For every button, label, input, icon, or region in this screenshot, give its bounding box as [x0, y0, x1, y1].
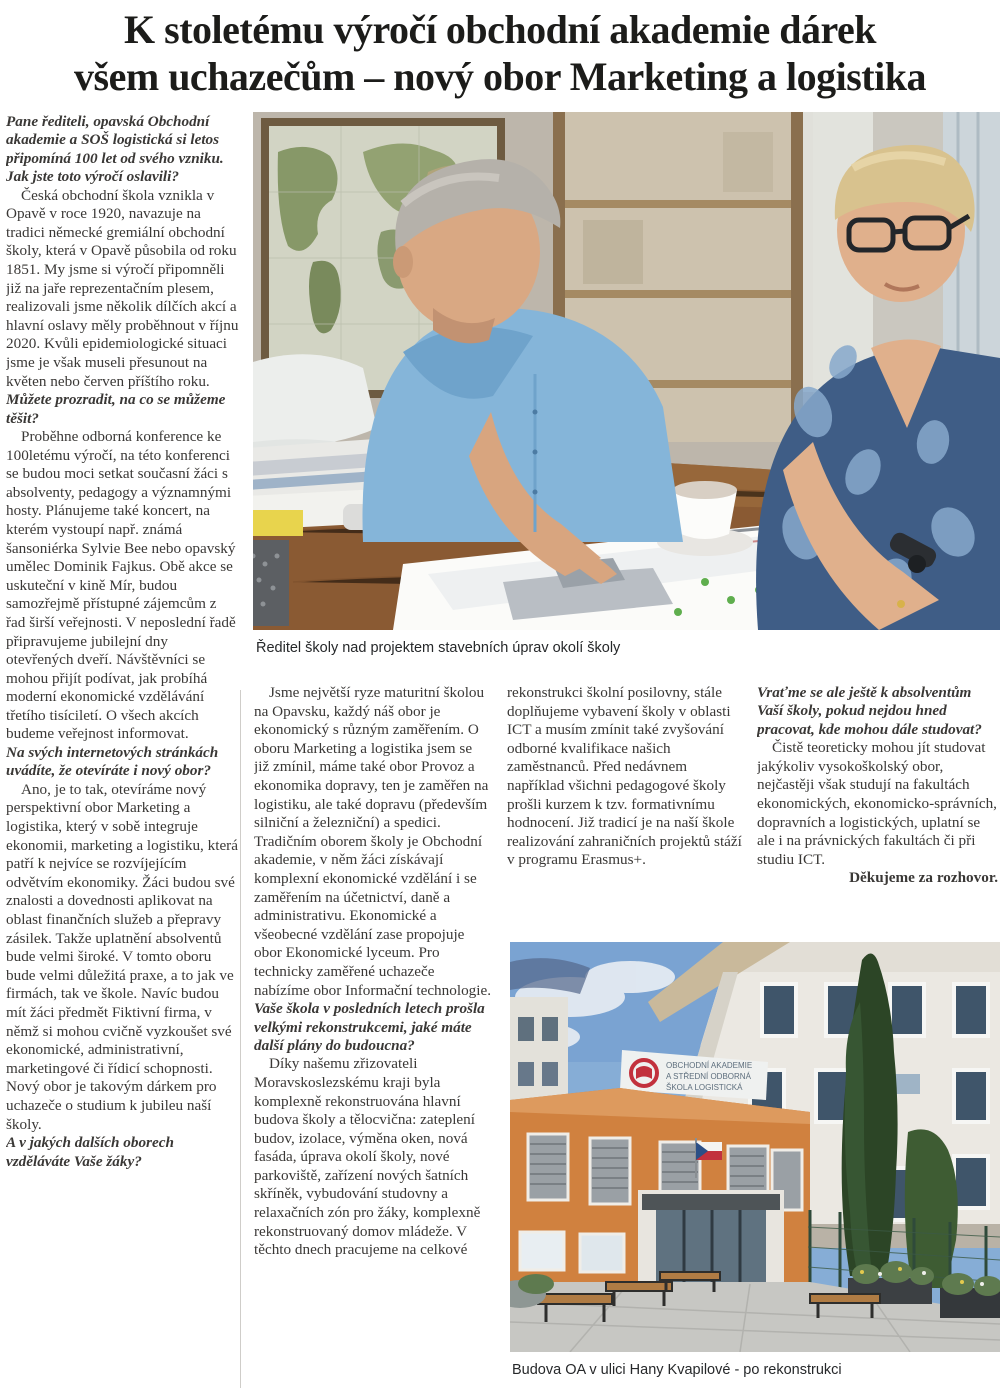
- column-divider: [240, 690, 241, 1388]
- answer-paragraph: Proběhne odborná konference ke 100letému výročí, na této konferenci se budou moci setkat současní žáci s absolventy, pedagogy a významnými hosty. Plánujeme také koncert, na kterém vystoupí např. známá šansoniérka Sylvie Bee nebo opavský umělec Dominik Fajkus. Obě akce se uskuteční v kině Mír, budou samozřejmě přístupné zájemcům z řad širší veřejnosti. V neposlední řadě připravujeme jubilejní dny otevřených dveří. Návštěvníci se mohou přijít podívat, jak probíhá moderní ekonomické vzdělávání třetího tisíciletí. O všech akcích budeme veřejnost informovat.: [6, 427, 236, 743]
- text-column-2: [254, 684, 491, 1393]
- building-photo-illustration: [510, 942, 1000, 1352]
- answer-paragraph: Čistě teoreticky mohou jít studovat jakýkoliv vysokoškolský obor, nejčastěji však studují na fakultách ekonomických, ekonomicko-správních, dopravních a logistických, uplatní se ale i na právnických fakultách či při studiu ICT.: [757, 739, 997, 868]
- sign-line-3: ŠKOLA LOGISTICKÁ: [666, 1083, 743, 1092]
- text-column-1: [6, 113, 239, 1393]
- question-paragraph: Vraťme se ale ještě k absolventům Vaší školy, pokud nejdou hned pracovat, kde mohou dále studovat?: [757, 684, 982, 738]
- article-headline: [0, 6, 1000, 100]
- answer-paragraph: Česká obchodní škola vznikla v Opavě v roce 1920, navazuje na tradici německé gremiální obchodní školy, která v Opavě působila od roku 1851. My jsme si výročí připomněli již na jaře reprezentačním plesem, realizovali jsme několik dílčích akcí a hlavní oslavy měly proběhnout v říjnu 2020. Kvůli epidemiologické situaci jsme je však museli přesunout na květen nebo červen příštího roku.: [6, 186, 239, 390]
- text-column-3: [507, 684, 744, 930]
- orange-wing: [510, 1088, 810, 1282]
- photo1-caption: Ředitel školy nad projektem stavebních úprav okolí školy: [256, 640, 621, 656]
- interview-photo: [253, 112, 1000, 630]
- answer-paragraph: Ano, je to tak, otevíráme nový perspektivní obor Marketing a logistika, který v sobě integruje ekonomii, marketing a logistiku, která patří k nejvíce se rozvíjejícím odvětvím ekonomiky. Žáci budou své znalosti a dovednosti aplikovat na oblast finančních služeb a přepravy zásilek. Takže uplatnění absolventů bude velmi široké. V tomto oboru bude velmi důležitá praxe, a to jak ve firmách, tak ve škole. Navíc budou mít žáci předmět Fiktivní firma, v němž si mohou cvičně vyzkoušet své ekonomické, administrativní, marketingové či řídicí schopnosti. Nový obor je takovým dárkem pro uchazeče o studium k jubileu naší školy.: [6, 780, 238, 1133]
- question-paragraph: A v jakých dalších oborech vzděláváte Vaše žáky?: [6, 1134, 174, 1170]
- sign-line-2: A STŘEDNÍ ODBORNÁ: [666, 1072, 751, 1081]
- headline-line-1: K stoletému výročí obchodní akademie dárek: [124, 7, 876, 52]
- question-paragraph: Pane řediteli, opavská Obchodní akademie a SOŠ logistická si letos připomíná 100 let od svého vzniku. Jak jste toto výročí oslavili?: [6, 113, 224, 186]
- question-paragraph: Vaše škola v posledních letech prošla velkými rekonstrukcemi, jaké máte další plány do budoucna?: [254, 1000, 485, 1054]
- photo2-caption: Budova OA v ulici Hany Kvapilové - po rekonstrukci: [512, 1362, 842, 1378]
- entrance: [638, 1190, 784, 1282]
- answer-paragraph: rekonstrukci školní posilovny, stále doplňujeme vybavení školy v oblasti ICT a musím zmínit také zvyšování odborné kvalifikace našich zaměstnanců. Před nedávnem například všichni pedagogové školy prošli kurzem k tzv. formativnímu hodnocení. Již tradicí je na naší škole realizování zahraničních projektů stáží v programu Erasmus+.: [507, 684, 742, 869]
- building-photo: [510, 942, 1000, 1352]
- closing-line: Děkujeme za rozhovor.: [849, 869, 998, 887]
- text-column-4: [757, 684, 998, 930]
- question-paragraph: Můžete prozradit, na co se můžeme těšit?: [6, 391, 226, 427]
- answer-paragraph: Jsme největší ryze maturitní školou na Opavsku, každý náš obor je ekonomický s různým zaměřením. O oboru Marketing a logistika jsem se již zmínil, máme také obor Provoz a ekonomika dopravy, ten je zaměřen na logistiku, ale také dopravu (především silniční a železniční) a spedici. Tradičním oborem školy je Obchodní akademie, v něm žáci získávají komplexní ekonomické vzdělání i se zaměřením na účetnictví, daně a administrativu. Ekonomické a všeobecné vzdělání zase propojuje obor Ekonomické lyceum. Pro technicky zaměřené uchazeče nabízíme obor Informační technologie.: [254, 684, 491, 999]
- answer-paragraph: Díky našemu zřizovateli Moravskoslezskému kraji byla komplexně rekonstruována hlavní budova školy a tělocvična: zateplení budov, izolace, výměna oken, nová fasáda, úprava okolí školy, nové parkoviště, zařízení nových šatních skříněk, vybudování studovny a relaxačních zón pro žáky, komplexně rekonstruovaný domov mládeže. V těchto dnech pracujeme na celkové: [254, 1055, 481, 1259]
- question-paragraph: Na svých internetových stránkách uvádíte, že otevíráte i nový obor?: [6, 744, 219, 780]
- headline-line-2: všem uchazečům – nový obor Marketing a logistika: [74, 54, 926, 99]
- interview-photo-illustration: [253, 112, 1000, 630]
- sign-line-1: OBCHODNÍ AKADEMIE: [666, 1061, 753, 1070]
